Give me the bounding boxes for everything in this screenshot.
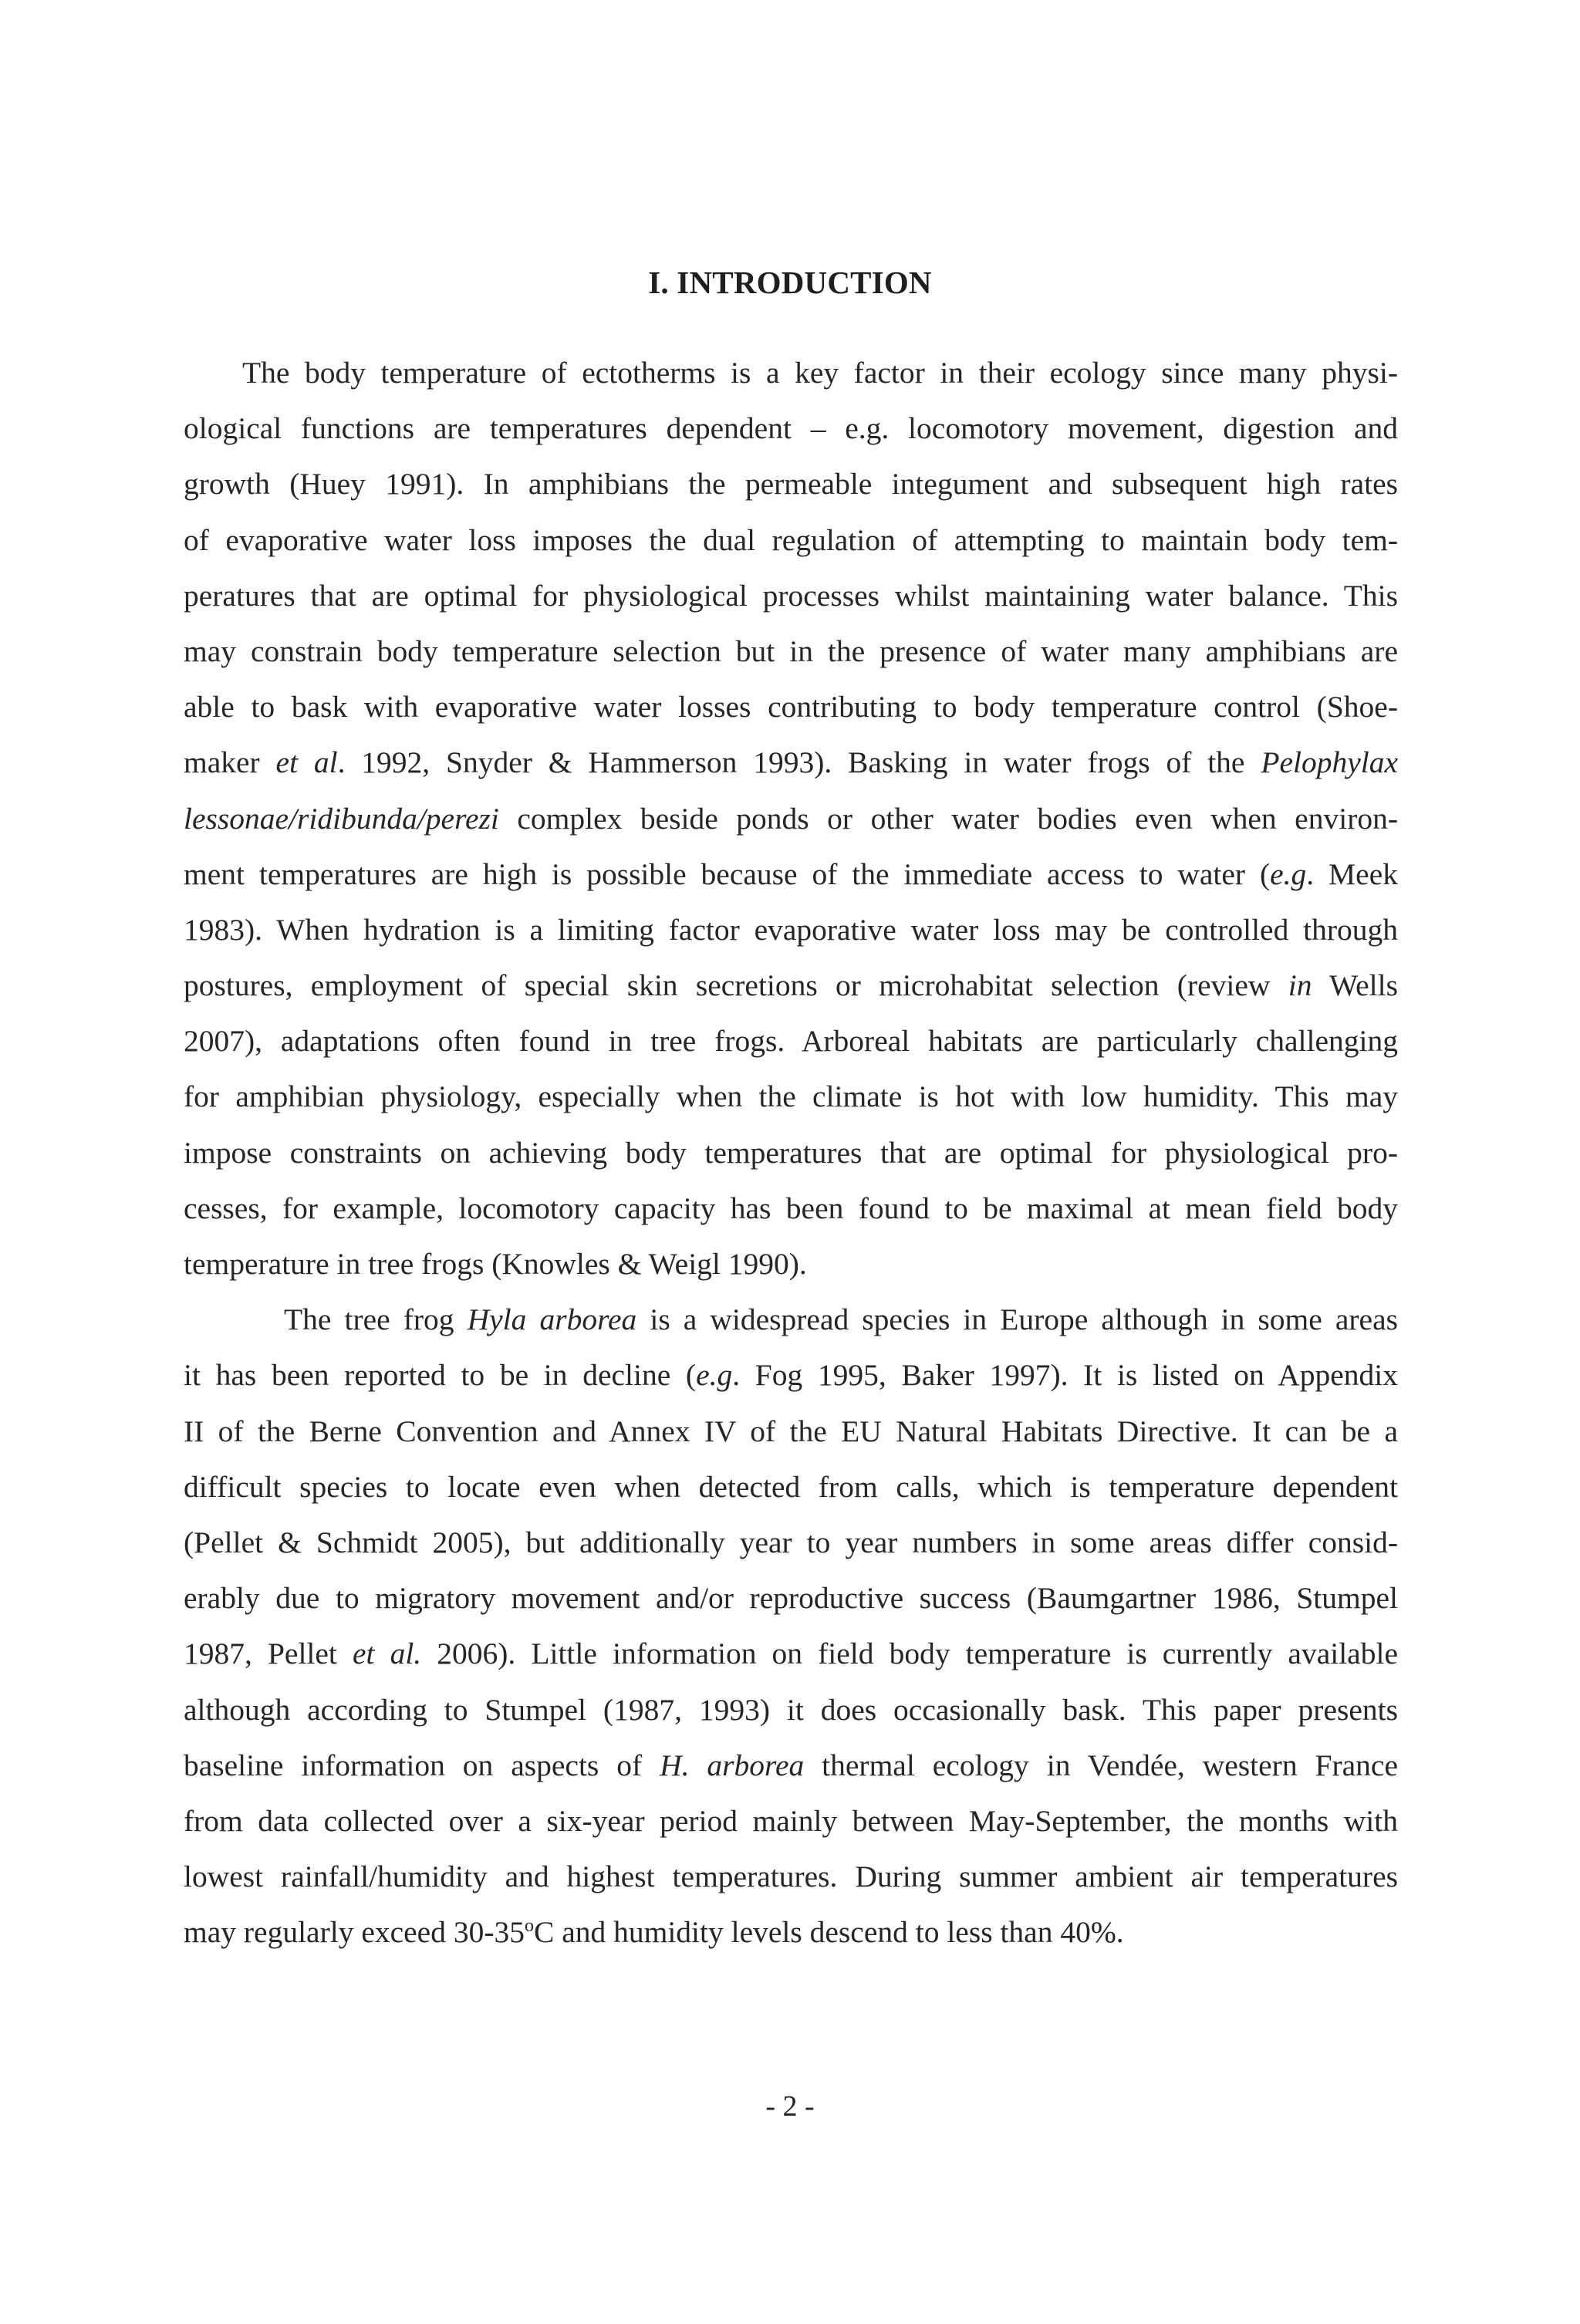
text-segment: 2007), adaptations often found in tree frogs. Arboreal habitats are particularly challenging: [184, 1024, 1398, 1059]
text-segment: from data collected over a six-year period mainly between May-September, the months with: [184, 1803, 1398, 1838]
text-segment: complex beside ponds or other water bodies even when environ-: [498, 801, 1398, 836]
text-line: [184, 1904, 1398, 1960]
text-line: [184, 958, 1398, 1013]
text-segment: 1987, Pellet: [184, 1637, 353, 1671]
italic-text: e.g: [1270, 856, 1307, 891]
text-line: [184, 345, 1398, 400]
text-segment: is a widespread species in Europe although in some areas: [636, 1302, 1398, 1337]
text-line: [184, 1793, 1398, 1849]
text-line: [184, 512, 1398, 568]
text-segment: lowest rainfall/humidity and highest temperatures. During summer ambient air temperatures: [184, 1860, 1398, 1894]
text-segment: 2006). Little information on field body temperature is currently available: [421, 1637, 1398, 1671]
text-line: [184, 456, 1398, 512]
text-line: [184, 1069, 1398, 1124]
text-line: [184, 679, 1398, 735]
text-segment: may constrain body temperature selection but in the presence of water many amphibians are: [184, 633, 1398, 668]
text-line: [184, 1459, 1398, 1515]
text-segment: difficult species to locate even when detected from calls, which is temperature dependent: [184, 1469, 1398, 1504]
text-line: [184, 623, 1398, 679]
text-segment: thermal ecology in Vendée, western France: [804, 1748, 1398, 1782]
text-segment: for amphibian physiology, especially when the climate is hot with low humidity. This may: [184, 1079, 1398, 1114]
text-segment: cesses, for example, locomotory capacity has been found to be maximal at mean field body: [184, 1191, 1398, 1225]
text-line: [184, 1626, 1398, 1681]
italic-text: et al: [275, 745, 338, 780]
text-line: [184, 568, 1398, 623]
text-line: [184, 1570, 1398, 1626]
text-line: [184, 1682, 1398, 1738]
text-segment: The body temperature of ectotherms is a key factor in their ecology since many physi-: [242, 356, 1398, 390]
text-line: [184, 1181, 1398, 1236]
text-segment: erably due to migratory movement and/or reproductive success (Baumgartner 1986, Stumpel: [184, 1581, 1398, 1616]
text-segment: of evaporative water loss imposes the dual regulation of attempting to maintain body tem-: [184, 522, 1398, 557]
text-segment: postures, employment of special skin secretions or microhabitat selection (review: [184, 968, 1288, 1003]
text-line: [184, 1236, 1398, 1292]
text-segment: C and humidity levels descend to less than 40%.: [533, 1915, 1124, 1950]
paragraph-2: [184, 1292, 1398, 1960]
text-line: [184, 400, 1398, 456]
italic-text: e.g: [696, 1358, 733, 1393]
text-segment: able to bask with evaporative water losses contributing to body temperature control (Shoe-: [184, 690, 1398, 725]
body-text: [184, 345, 1398, 1960]
paragraph-1: [184, 345, 1398, 1292]
text-line: [184, 1347, 1398, 1403]
italic-text: lessonae/ridibunda/perezi: [184, 801, 499, 836]
text-segment: growth (Huey 1991). In amphibians the permeable integument and subsequent high rates: [184, 467, 1398, 502]
section-heading: I. INTRODUCTION: [648, 265, 932, 300]
text-segment: Wells: [1312, 968, 1398, 1003]
text-segment: peratures that are optimal for physiological processes whilst maintaining water balance. This: [184, 578, 1398, 613]
italic-text: H. arborea: [660, 1748, 805, 1782]
text-line: [184, 1738, 1398, 1793]
text-line: [184, 1515, 1398, 1570]
text-segment: . Meek: [1306, 856, 1398, 891]
text-segment: (Pellet & Schmidt 2005), but additionally year to year numbers in some areas differ consid-: [184, 1525, 1398, 1559]
text-line: [184, 791, 1398, 846]
text-segment: 1983). When hydration is a limiting factor evaporative water loss may be controlled through: [184, 912, 1398, 947]
text-segment: ological functions are temperatures dependent – e.g. locomotory movement, digestion and: [184, 411, 1398, 446]
text-line: [184, 1292, 1398, 1347]
text-segment: baseline information on aspects of: [184, 1748, 660, 1782]
text-line: [184, 846, 1398, 902]
text-segment: it has been reported to be in decline (: [184, 1358, 697, 1393]
text-segment: temperature in tree frogs (Knowles & Weigl 1990).: [184, 1247, 807, 1281]
text-line: [184, 1849, 1398, 1904]
text-segment: maker: [184, 745, 276, 780]
text-segment: impose constraints on achieving body temperatures that are optimal for physiological pro-: [184, 1135, 1398, 1170]
italic-text: Pelophylax: [1261, 745, 1398, 780]
text-segment: The tree frog: [284, 1302, 468, 1337]
text-line: [184, 1125, 1398, 1181]
page-number: - 2 -: [765, 2090, 815, 2123]
text-segment: although according to Stumpel (1987, 1993) it does occasionally bask. This paper presents: [184, 1692, 1398, 1727]
italic-text: et al.: [352, 1637, 422, 1671]
italic-text: Hyla arborea: [467, 1302, 637, 1337]
text-segment: may regularly exceed 30-35: [184, 1915, 525, 1950]
text-line: [184, 1404, 1398, 1459]
text-segment: . 1992, Snyder & Hammerson 1993). Basking in water frogs of the: [337, 745, 1261, 780]
italic-text: in: [1288, 968, 1312, 1003]
text-line: [184, 902, 1398, 958]
superscript-text: o: [524, 1916, 534, 1937]
text-segment: ment temperatures are high is possible because of the immediate access to water (: [184, 856, 1271, 891]
text-segment: II of the Berne Convention and Annex IV of the EU Natural Habitats Directive. It can be a: [184, 1414, 1398, 1448]
text-line: [184, 735, 1398, 790]
text-segment: . Fog 1995, Baker 1997). It is listed on Appendix: [732, 1358, 1398, 1393]
text-line: [184, 1013, 1398, 1069]
